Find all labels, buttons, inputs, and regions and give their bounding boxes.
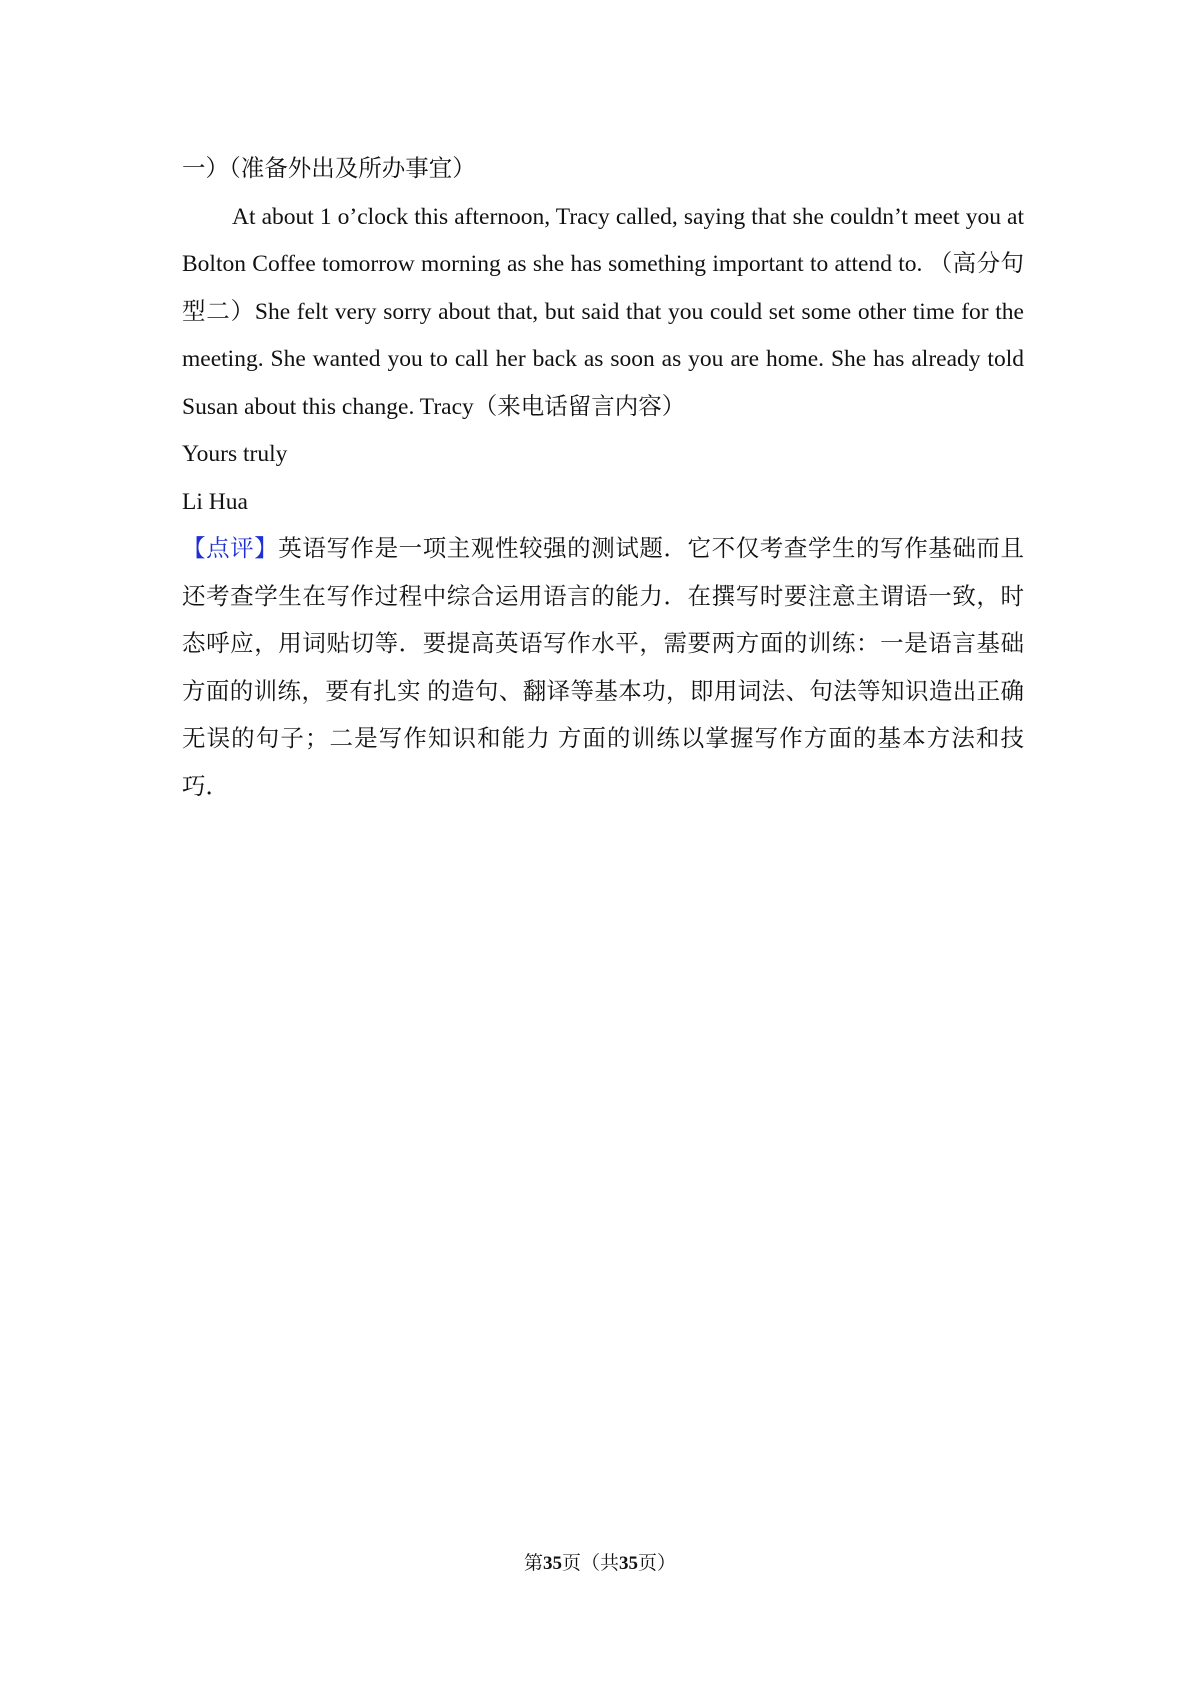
letter-body-part-1: At about 1 o’clock this afternoon, Tracy called, saying that she couldn’t meet you at Bolton Coffee tomorrow morning as she has something important to attend to. [182,203,1024,277]
footer-suffix: 页） [638,1553,677,1574]
footer-middle: 页（共 [561,1553,619,1574]
comment-paragraph [182,526,1024,811]
letter-closing: Yours truly [182,441,288,467]
section-heading: 一）（准备外出及所办事宜） [182,156,476,182]
document-page [182,146,1024,811]
footer-prefix: 第 [523,1553,543,1574]
letter-body-part-2: （高分句型二）She felt very sorry about that, but said that you could set some other time for the meeting. She wanted you to call her back as soon as you are home. She has already told Susan about this change. Tracy（来电话留言内容） [182,251,1024,420]
footer-total-pages: 35 [619,1553,638,1574]
comment-text: 英语写作是一项主观性较强的测试题．它不仅考查学生的写作基础而且还考查学生在写作过程中综合运用语言的能力．在撰写时要注意主谓语一致，时态呼应，用词贴切等．要提高英语写作水平，需要两方面的训练：一是语言基础方面的训练，要有扎实 的造句、翻译等基本功，即用词法、句法等知识造出正确无误的句子；二是写作知识和能力 方面的训练以掌握写作方面的基本方法和技巧． [182,536,1025,800]
comment-tag: 【点评】 [182,536,279,562]
page-footer [0,1552,1200,1576]
letter-signature: Li Hua [182,488,248,515]
letter-paragraph [182,194,1024,432]
footer-page-number: 35 [542,1553,562,1574]
